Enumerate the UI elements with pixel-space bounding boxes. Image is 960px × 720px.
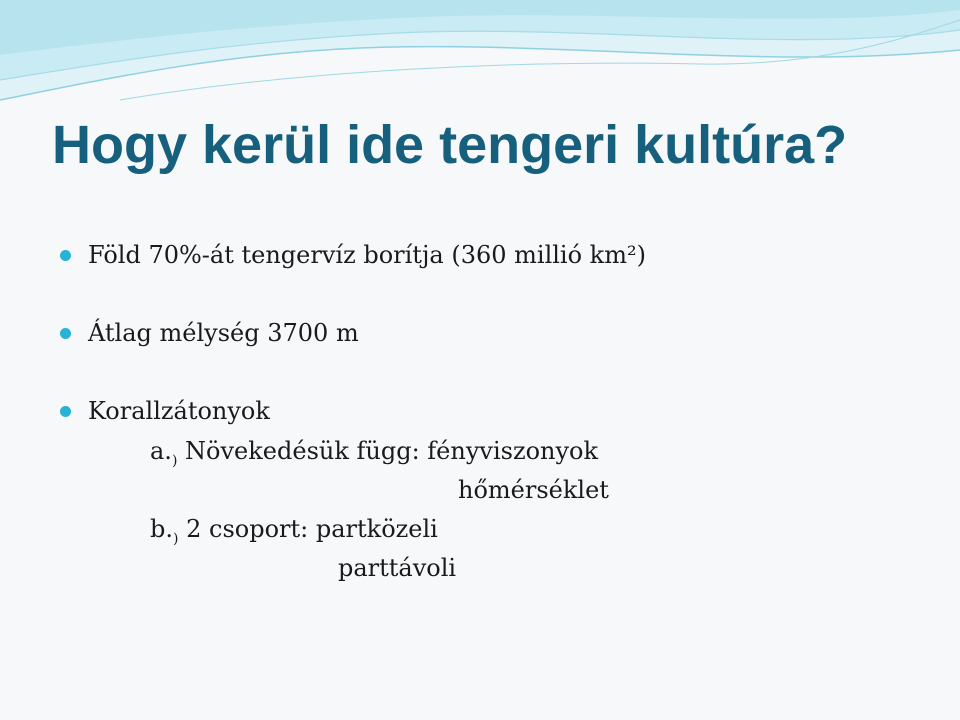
bullet-item (60, 236, 646, 274)
sub-item-a-continuation: hőmérséklet (458, 476, 609, 504)
wave-header-decoration (0, 0, 960, 110)
slide-title: Hogy kerül ide tengeri kultúra? (52, 115, 848, 175)
sub-item-text: 2 csoport: partközeli (186, 515, 438, 543)
bullet-dot-icon (60, 250, 71, 261)
bullet-list (60, 236, 646, 430)
sub-item-b-continuation: parttávoli (338, 554, 457, 582)
bullet-item (60, 392, 646, 430)
sub-item-marker: $b._)$ (150, 515, 179, 547)
bullet-text: Föld 70%-át tengervíz borítja (360 millió km²) (88, 241, 646, 269)
bullet-text: Korallzátonyok (88, 397, 270, 425)
sub-item-text: Növekedésük függ: fényviszonyok (185, 437, 599, 465)
bullet-text: Átlag mélység 3700 m (88, 319, 359, 347)
bullet-dot-icon (60, 406, 71, 417)
bullet-dot-icon (60, 328, 71, 339)
bullet-item (60, 314, 646, 352)
sub-item-marker: $a._)$ (150, 437, 178, 469)
